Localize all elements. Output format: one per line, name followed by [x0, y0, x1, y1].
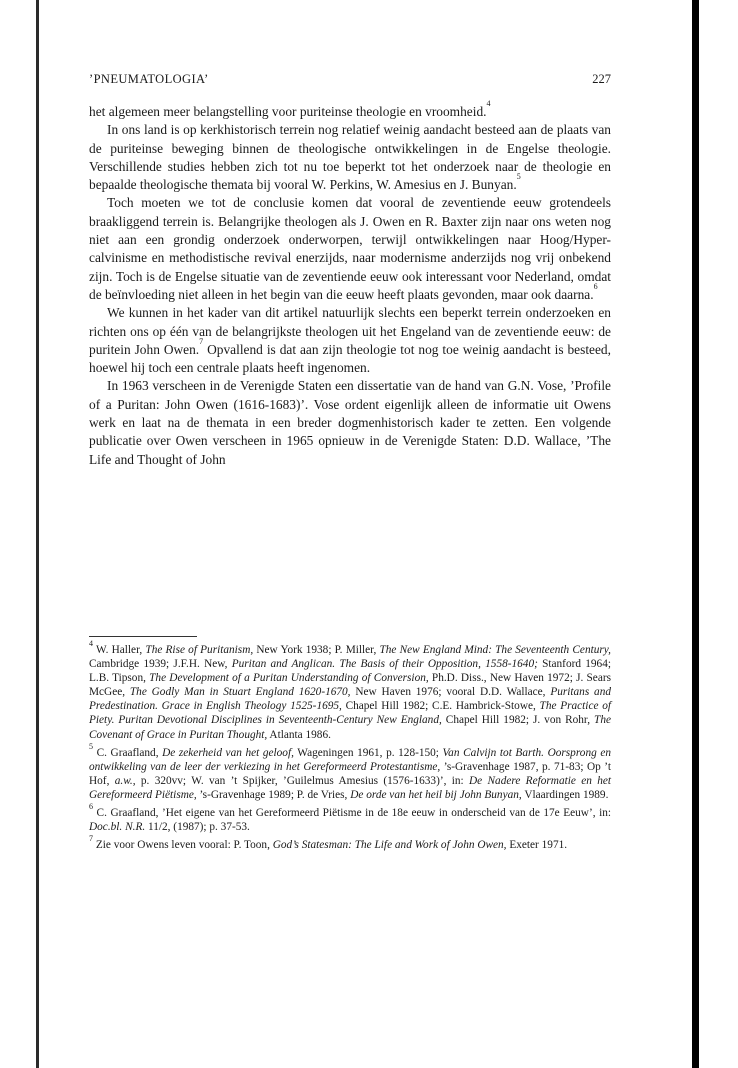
- main-text: [89, 99, 611, 469]
- running-title: ’PNEUMATOLOGIA’: [89, 72, 209, 86]
- footnote-text: New Haven 1976; vooral D.D. Wallace,: [350, 686, 551, 699]
- paragraph-5: [89, 377, 611, 468]
- right-scan-border: [692, 0, 699, 1068]
- footnote-title: The New England Mind: The Seventeenth Century,: [379, 644, 611, 656]
- footnote-rule: [89, 636, 197, 637]
- footnote-title: The Covenant of Grace in Puritan Thought,: [89, 714, 611, 741]
- paragraph-1-text: het algemeen meer belangstelling voor puriteinse theologie en vroomheid.: [89, 104, 487, 119]
- footnote-text: Wageningen 1961, p. 128-150;: [293, 746, 443, 759]
- footnote-title: The Development of a Puritan Understanding of Conversion,: [149, 672, 429, 685]
- paragraph-1: [89, 99, 611, 121]
- paragraph-3-text: Toch moeten we tot de conclusie komen dat vooral de zeventiende eeuw grotendeels braakliggend terrein is. Belangrijke theologen als J. Owen en R. Baxter zijn naar ons weten nog niet aan een grondig onderzoek onderworpen, terwijl ontwikkelingen naar Hoog/Hyper-calvinisme en methodistische revival enerzijds, naar modernisme anderzijds nog vrij onbekend zijn. Toch is de Engelse situatie van de zeventiende eeuw ook interessant voor Nederland, omdat de beïnvloeding niet alleen in het begin van die eeuw heeft plaats gevonden, maar ook daarna.: [89, 195, 611, 302]
- footnote-ref-6: 6: [593, 281, 598, 291]
- footnote-number: 7: [89, 834, 93, 844]
- running-header: [89, 72, 611, 87]
- footnote-ref-5: 5: [516, 172, 521, 182]
- footnote-6: [89, 802, 611, 834]
- footnote-title: Van Calvijn tot Barth. Oorsprong en ontwikkeling van de leer der verkiezing in het Gereformeerd Protestantisme,: [89, 746, 611, 773]
- footnote-number: 6: [89, 802, 93, 812]
- paragraph-4: [89, 304, 611, 377]
- paragraph-2-text: In ons land is op kerkhistorisch terrein nog relatief weinig aandacht besteed aan de plaats van de puriteinse beweging binnen de theologische ontwikkelingen in de Engelse theologie. Verschillende studies hebben zich tot nu toe beperkt tot het onderzoek naar de theologie en bepaalde theologische themata bij vooral W. Perkins, W. Amesius en J. Bunyan.: [89, 122, 611, 193]
- paragraph-4-text-b: Opvallend is dat aan zijn theologie tot nog toe weinig aandacht is besteed, hoewel hij toch een centrale plaats heeft ingenomen.: [89, 341, 611, 376]
- footnote-number: 4: [89, 639, 93, 648]
- footnote-text: C. Graafland, ’Het eigene van het Gereformeerd Piëtisme in de 18e eeuw in onderscheid van de 17e Eeuw’, in:: [93, 807, 611, 820]
- paragraph-2: [89, 121, 611, 194]
- footnote-text: Zie voor Owens leven vooral: P. Toon,: [93, 839, 273, 852]
- page-number: 227: [592, 72, 611, 86]
- footnote-title: Puritan and Anglican. The Basis of their Opposition, 1558-1640;: [231, 658, 538, 671]
- paragraph-4-text-a: We kunnen in het kader van dit artikel natuurlijk slechts een beperkt terrein onderzoeken en richten ons op één van de belangrijkste theologen uit het Engeland van de zeventiende eeuw: de puritein John Owen.: [89, 305, 611, 357]
- footnote-text: Stanford 1964; L.B. Tipson,: [89, 658, 611, 685]
- footnote-text: Exeter 1971.: [506, 839, 568, 852]
- footnote-title: De zekerheid van het geloof,: [162, 746, 294, 759]
- footnote-title: The Godly Man in Stuart England 1620-1670,: [129, 686, 351, 699]
- footnote-text: New York 1938; P. Miller,: [253, 644, 380, 656]
- footnotes: [89, 639, 612, 856]
- footnote-text: W. Haller,: [93, 644, 146, 656]
- footnote-ref-4: 4: [486, 99, 491, 108]
- footnote-5: [89, 741, 612, 802]
- footnote-text: p. 320vv; W. van ’t Spijker, ’Guilelmus Amesius (1576-1633)’, in:: [135, 774, 470, 787]
- footnote-title: God’s Statesman: The Life and Work of John Owen,: [272, 839, 507, 852]
- footnote-7: [89, 834, 611, 852]
- footnote-text: Chapel Hill 1982; J. von Rohr,: [441, 714, 595, 727]
- footnote-text: Vlaardingen 1989.: [521, 788, 609, 801]
- footnote-title: Puritans and Predestination. Grace in English Theology 1525-1695,: [89, 686, 611, 713]
- footnote-title: The Practice of Piety. Puritan Devotional Disciplines in Seventeenth-Century New England,: [89, 700, 611, 727]
- footnote-title: De Nadere Reformatie en het Gereformeerd Piëtisme,: [89, 774, 611, 801]
- footnote-text: Chapel Hill 1982; C.E. Hambrick-Stowe,: [341, 700, 540, 713]
- footnote-title: The Rise of Puritanism,: [145, 644, 254, 656]
- footnote-ref-7: 7: [199, 336, 204, 346]
- footnote-text: ’s-Gravenhage 1989; P. de Vries,: [196, 788, 351, 801]
- left-page-edge: [36, 0, 39, 1068]
- paragraph-3: [89, 194, 611, 304]
- footnote-4: [89, 639, 611, 742]
- footnote-text: Atlanta 1986.: [267, 728, 331, 741]
- footnote-text: ’s-Gravenhage 1987, p. 71-83; Op ’t Hof,: [89, 760, 612, 787]
- footnote-title: De orde van het heil bij John Bunyan,: [350, 788, 522, 801]
- paragraph-5-text: In 1963 verscheen in de Verenigde Staten een dissertatie van de hand van G.N. Vose, ’Profile of a Puritan: John Owen (1616-1683)’. Vose ordent eigenlijk alleen de informatie uit Owens werk en laat na de themata in een breder dogmenhistorisch kader te zetten. Een volgende publicatie over Owen verscheen in 1965 opnieuw in de Verenigde Staten: D.D. Wallace, ’The Life and Thought of John: [89, 378, 611, 467]
- footnote-text: Cambridge 1939; J.F.H. New,: [89, 658, 232, 671]
- footnote-text: 11/2, (1987); p. 37-53.: [145, 821, 250, 834]
- footnote-text: Ph.D. Diss., New Haven 1972; J. Sears McGee,: [89, 672, 611, 699]
- footnote-title: a.w.,: [114, 774, 136, 787]
- footnote-title: Doc.bl. N.R.: [89, 821, 146, 834]
- footnote-number: 5: [89, 741, 93, 751]
- footnote-text: C. Graafland,: [93, 746, 163, 759]
